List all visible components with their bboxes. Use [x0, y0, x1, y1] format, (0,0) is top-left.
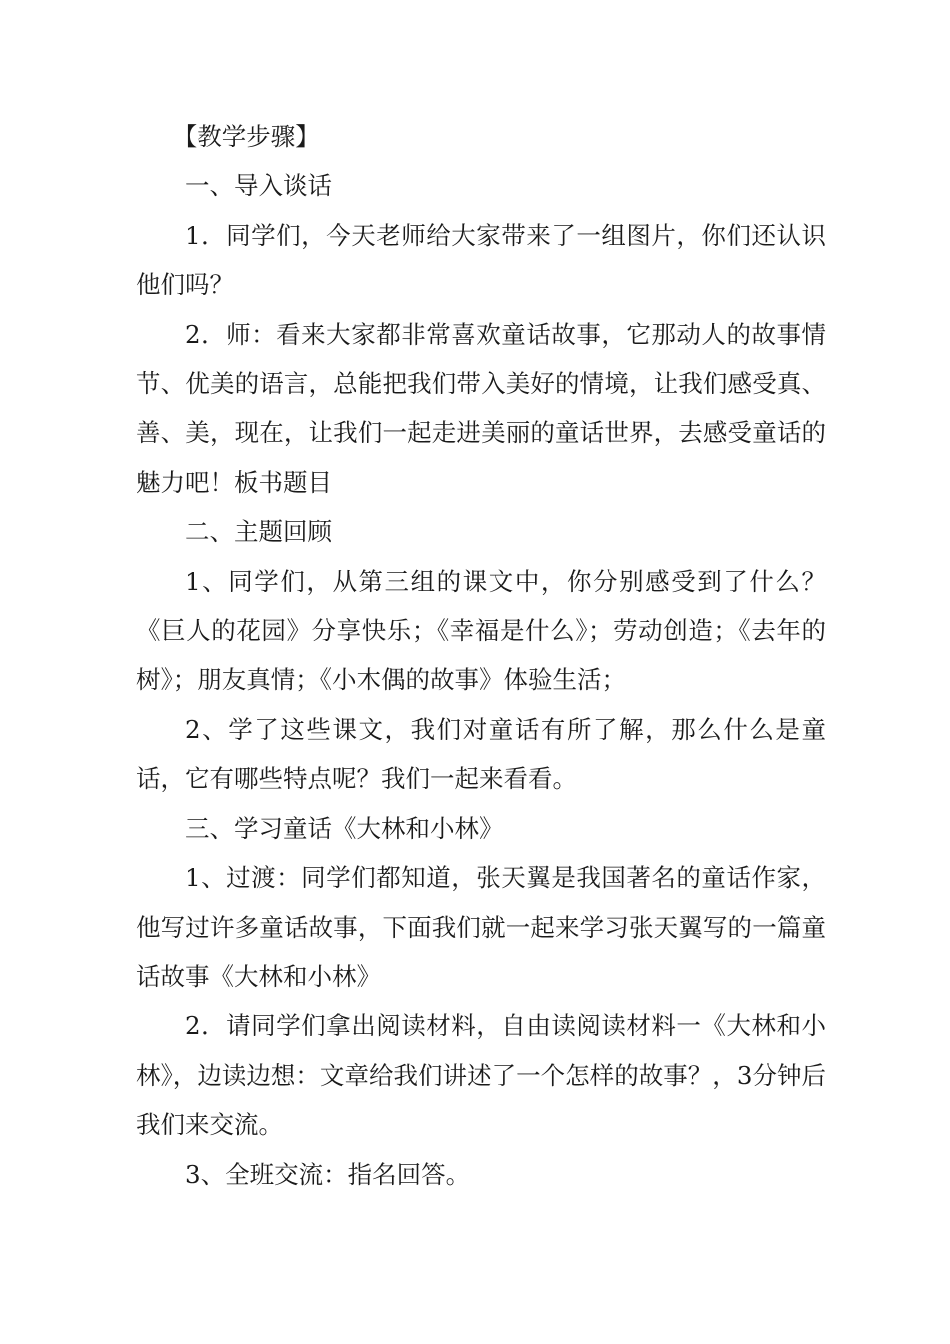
paragraph-7: 3、全班交流：指名回答。 — [185, 1159, 471, 1189]
section-heading-theme-review: 二、主题回顾 — [185, 517, 332, 547]
paragraph-1: 1．同学们，今天老师给大家带来了一组图片，你们还认识他们吗？ — [136, 220, 826, 300]
section-heading-teaching-steps: 【教学步骤】 — [172, 122, 320, 151]
document-body — [136, 112, 826, 1199]
paragraph-2: 2．师：看来大家都非常喜欢童话故事，它那动人的故事情节、优美的语言，总能把我们带入美好的情境，让我们感受真、善、美，现在，让我们一起走进美丽的童话世界，去感受童话的魅力吧！板书题目 — [136, 319, 826, 497]
section-heading-study-story: 三、学习童话《大林和小林》 — [185, 813, 504, 843]
paragraph-5: 1、过渡：同学们都知道，张天翼是我国著名的童话作家，他写过许多童话故事，下面我们就一起来学习张天翼写的一篇童话故事《大林和小林》 — [136, 863, 826, 991]
paragraph-6: 2．请同学们拿出阅读材料，自由读阅读材料一《大林和小林》，边读边想：文章给我们讲述了一个怎样的故事？，3分钟后我们来交流。 — [136, 1011, 826, 1140]
paragraph-3: 1、同学们，从第三组的课文中，你分别感受到了什么？《巨人的花园》分享快乐；《幸福是什么》；劳动创造；《去年的树》；朋友真情；《小木偶的故事》体验生活； — [136, 566, 826, 695]
paragraph-4: 2、学了这些课文，我们对童话有所了解，那么什么是童话，它有哪些特点呢？我们一起来看看。 — [136, 714, 826, 794]
section-heading-intro-talk: 一、导入谈话 — [185, 171, 332, 201]
